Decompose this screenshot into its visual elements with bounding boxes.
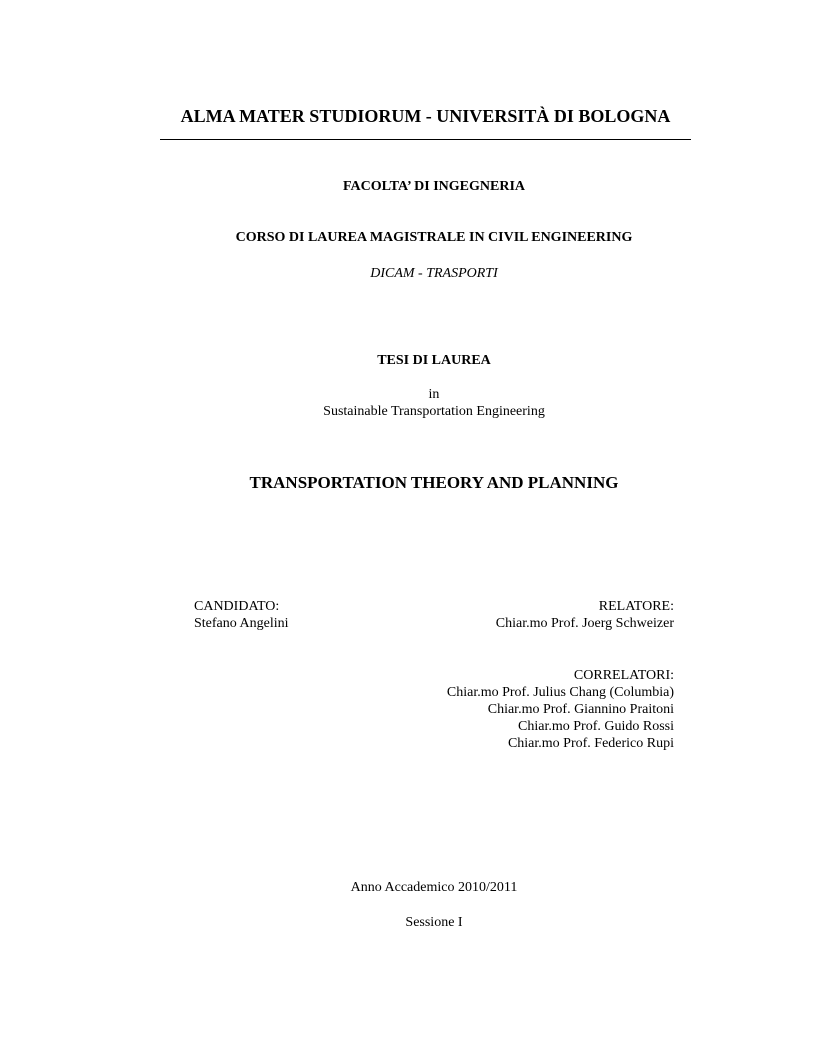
correlatore-name: Chiar.mo Prof. Guido Rossi <box>518 719 674 734</box>
correlatore-name: Chiar.mo Prof. Julius Chang (Columbia) <box>446 685 674 700</box>
faculty-name: FACOLTA’ DI INGEGNERIA <box>342 179 526 194</box>
session: Sessione I <box>405 915 463 930</box>
department-name: DICAM - TRASPORTI <box>370 266 498 281</box>
thesis-subject: Sustainable Transportation Engineering <box>323 404 545 419</box>
correlatori-block <box>432 667 674 757</box>
candidate-label: CANDIDATO: <box>194 599 280 614</box>
candidate-name: Stefano Angelini <box>194 616 289 631</box>
course-name: CORSO DI LAUREA MAGISTRALE IN CIVIL ENGINEERING <box>235 230 633 245</box>
university-name: ALMA MATER STUDIORUM - UNIVERSITÀ DI BOLOGNA <box>180 106 671 126</box>
relatore-name: Chiar.mo Prof. Joerg Schweizer <box>495 616 674 631</box>
correlatori-label: CORRELATORI: <box>573 668 674 683</box>
correlatore-name: Chiar.mo Prof. Federico Rupi <box>507 736 674 751</box>
thesis-in-word: in <box>428 387 440 402</box>
thesis-label: TESI DI LAUREA <box>377 353 491 368</box>
thesis-title: TRANSPORTATION THEORY AND PLANNING <box>249 473 619 492</box>
academic-year: Anno Accademico 2010/2011 <box>350 880 518 895</box>
header-divider <box>160 139 691 140</box>
relatore-label: RELATORE: <box>598 599 674 614</box>
correlatore-name: Chiar.mo Prof. Giannino Praitoni <box>487 702 674 717</box>
